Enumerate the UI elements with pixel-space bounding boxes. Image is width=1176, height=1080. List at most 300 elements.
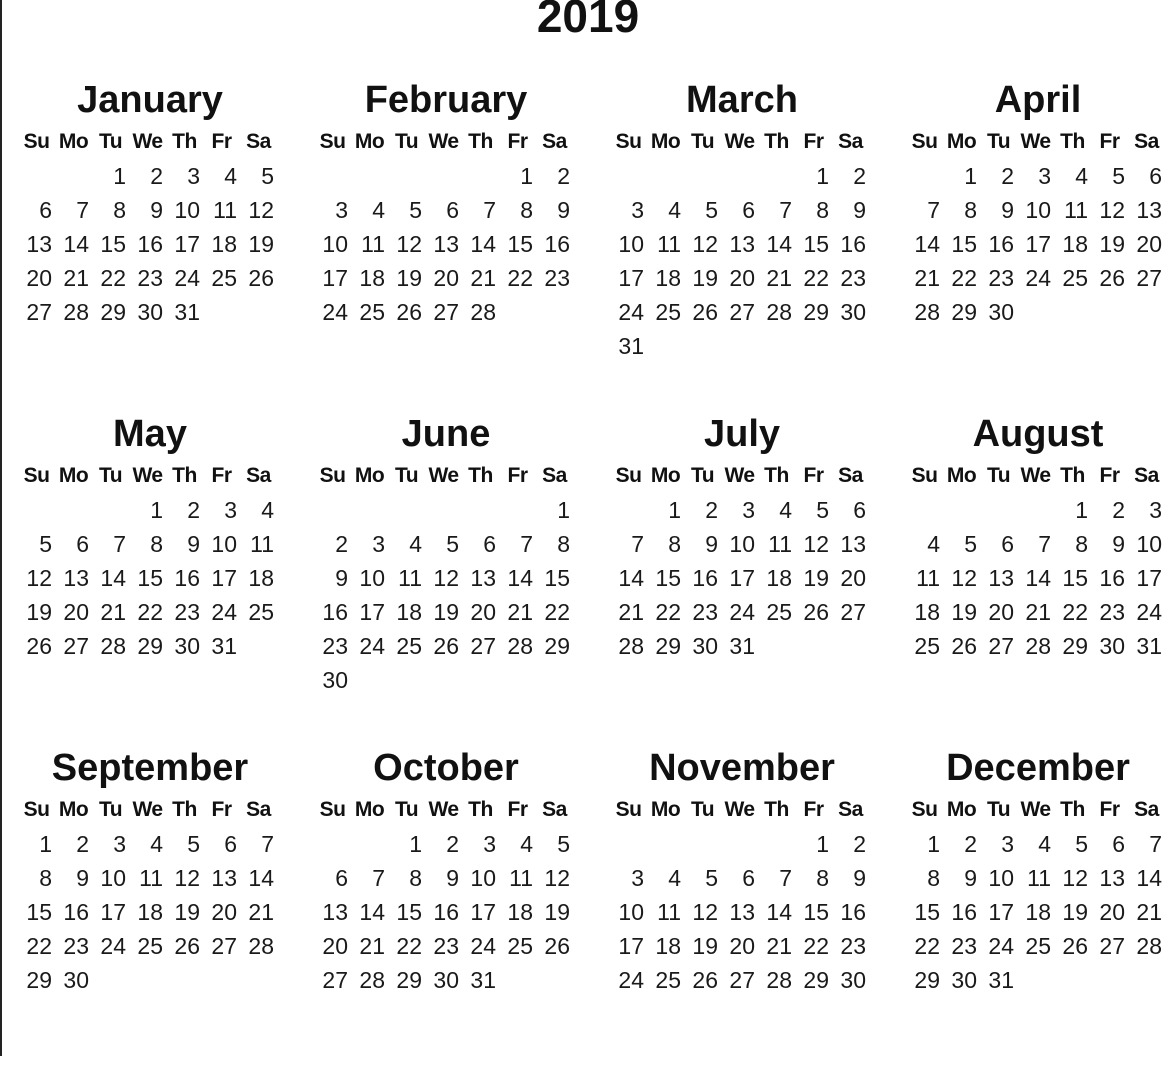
- day-cell: 21: [470, 265, 496, 291]
- day-cell: 6: [76, 531, 89, 557]
- day-cell: 3: [113, 831, 126, 857]
- weekday-header-row: [610, 125, 874, 159]
- day-cell: 8: [927, 865, 940, 891]
- day-cell: 10: [988, 865, 1014, 891]
- day-cell: 11: [657, 231, 681, 257]
- weekday-header: Sa: [1134, 130, 1159, 153]
- day-cell: 24: [1025, 265, 1051, 291]
- day-cell: 3: [335, 197, 348, 223]
- day-cell: 23: [322, 633, 348, 659]
- day-cell: 13: [1136, 197, 1162, 223]
- weekday-header: Tu: [690, 130, 715, 153]
- day-cell: 30: [137, 299, 163, 325]
- weekday-header: Tu: [986, 464, 1011, 487]
- weekday-header: Mo: [58, 798, 89, 821]
- month-name: April: [994, 79, 1082, 121]
- months-grid: [14, 78, 1174, 1080]
- weekday-header: Su: [911, 798, 938, 821]
- day-cell: 21: [766, 933, 792, 959]
- day-grid: [314, 827, 578, 997]
- day-cell: 29: [1062, 633, 1088, 659]
- weekday-header: Mo: [946, 798, 977, 821]
- day-cell: 1: [816, 831, 829, 857]
- weekday-header: Sa: [1134, 798, 1159, 821]
- day-cell: 26: [803, 599, 829, 625]
- day-cell: 29: [137, 633, 163, 659]
- day-cell: 24: [618, 299, 644, 325]
- day-cell: 28: [914, 299, 940, 325]
- day-cell: 2: [853, 831, 866, 857]
- day-cell: 2: [705, 497, 718, 523]
- day-cell: 23: [544, 265, 570, 291]
- empty-day-cell: [462, 493, 499, 527]
- day-cell: 4: [927, 531, 940, 557]
- day-cell: 17: [1136, 565, 1162, 591]
- day-cell: 14: [914, 231, 940, 257]
- day-cell: 28: [766, 299, 792, 325]
- day-cell: 27: [729, 967, 755, 993]
- day-cell: 9: [1112, 531, 1125, 557]
- day-cell: 10: [100, 865, 126, 891]
- day-cell: 11: [1064, 197, 1088, 223]
- empty-day-cell: [721, 159, 758, 193]
- day-cell: 11: [250, 531, 274, 557]
- day-cell: 1: [927, 831, 940, 857]
- day-cell: 15: [137, 565, 163, 591]
- day-cell: 28: [1025, 633, 1051, 659]
- day-cell: 22: [100, 265, 126, 291]
- day-cell: 17: [211, 565, 237, 591]
- empty-day-cell: [684, 827, 721, 861]
- day-cell: 22: [1062, 599, 1088, 625]
- day-cell: 30: [840, 299, 866, 325]
- day-cell: 4: [668, 865, 681, 891]
- weekday-header: Fr: [803, 464, 824, 487]
- day-cell: 24: [618, 967, 644, 993]
- day-cell: 14: [248, 865, 274, 891]
- weekday-header: We: [132, 798, 163, 821]
- day-cell: 5: [187, 831, 200, 857]
- day-cell: 31: [988, 967, 1014, 993]
- day-cell: 28: [63, 299, 89, 325]
- day-cell: 1: [557, 497, 570, 523]
- day-cell: 23: [840, 265, 866, 291]
- day-cell: 6: [742, 865, 755, 891]
- day-cell: 18: [655, 933, 681, 959]
- day-cell: 8: [39, 865, 52, 891]
- day-cell: 7: [779, 197, 792, 223]
- empty-day-cell: [314, 827, 351, 861]
- day-cell: 26: [26, 633, 52, 659]
- day-cell: 19: [951, 599, 977, 625]
- day-cell: 3: [1149, 497, 1162, 523]
- day-cell: 17: [470, 899, 496, 925]
- day-cell: 13: [729, 231, 755, 257]
- day-cell: 20: [1099, 899, 1125, 925]
- day-cell: 27: [1099, 933, 1125, 959]
- day-cell: 2: [853, 163, 866, 189]
- day-cell: 16: [692, 565, 718, 591]
- month-block-april: [902, 78, 1170, 412]
- weekday-header: Su: [911, 130, 938, 153]
- weekday-header: Su: [319, 130, 346, 153]
- day-cell: 22: [544, 599, 570, 625]
- day-cell: 24: [100, 933, 126, 959]
- day-cell: 4: [1075, 163, 1088, 189]
- day-cell: 13: [63, 565, 89, 591]
- day-cell: 30: [1099, 633, 1125, 659]
- day-cell: 18: [1025, 899, 1051, 925]
- day-grid: [906, 493, 1170, 663]
- day-cell: 9: [187, 531, 200, 557]
- day-cell: 20: [1136, 231, 1162, 257]
- day-cell: 7: [1149, 831, 1162, 857]
- weekday-header: We: [724, 464, 755, 487]
- day-cell: 21: [1025, 599, 1051, 625]
- day-cell: 29: [951, 299, 977, 325]
- day-cell: 8: [520, 197, 533, 223]
- day-cell: 6: [742, 197, 755, 223]
- weekday-header: Sa: [838, 464, 863, 487]
- day-cell: 15: [396, 899, 422, 925]
- day-cell: 10: [322, 231, 348, 257]
- empty-day-cell: [906, 493, 943, 527]
- day-cell: 21: [507, 599, 533, 625]
- day-cell: 1: [409, 831, 422, 857]
- month-name: August: [972, 413, 1104, 455]
- day-cell: 22: [914, 933, 940, 959]
- weekday-header: Sa: [542, 464, 567, 487]
- weekday-header: Mo: [946, 130, 977, 153]
- day-cell: 30: [322, 667, 348, 693]
- day-cell: 17: [322, 265, 348, 291]
- day-cell: 26: [692, 299, 718, 325]
- day-cell: 8: [409, 865, 422, 891]
- day-cell: 2: [557, 163, 570, 189]
- day-cell: 12: [692, 231, 718, 257]
- month-block-august: [902, 412, 1170, 746]
- day-cell: 20: [729, 933, 755, 959]
- empty-day-cell: [610, 159, 647, 193]
- weekday-header: We: [1020, 464, 1051, 487]
- month-name: October: [373, 747, 519, 789]
- weekday-header: Su: [23, 130, 50, 153]
- day-cell: 2: [76, 831, 89, 857]
- day-cell: 10: [470, 865, 496, 891]
- empty-day-cell: [980, 493, 1017, 527]
- day-cell: 16: [1099, 565, 1125, 591]
- day-cell: 19: [544, 899, 570, 925]
- day-cell: 3: [372, 531, 385, 557]
- empty-day-cell: [314, 159, 351, 193]
- day-cell: 12: [1062, 865, 1088, 891]
- month-name: January: [77, 79, 223, 121]
- day-cell: 27: [433, 299, 459, 325]
- empty-day-cell: [758, 827, 795, 861]
- day-cell: 23: [174, 599, 200, 625]
- day-cell: 5: [1075, 831, 1088, 857]
- day-cell: 11: [398, 565, 422, 591]
- weekday-header: Tu: [98, 464, 123, 487]
- day-cell: 18: [766, 565, 792, 591]
- day-cell: 5: [705, 865, 718, 891]
- day-cell: 11: [361, 231, 385, 257]
- day-cell: 26: [433, 633, 459, 659]
- day-cell: 18: [655, 265, 681, 291]
- day-cell: 6: [224, 831, 237, 857]
- weekday-header: Fr: [211, 130, 232, 153]
- day-cell: 21: [618, 599, 644, 625]
- day-cell: 21: [1136, 899, 1162, 925]
- day-cell: 16: [544, 231, 570, 257]
- day-cell: 18: [211, 231, 237, 257]
- weekday-header: Mo: [354, 464, 385, 487]
- day-cell: 4: [668, 197, 681, 223]
- month-name: June: [401, 413, 491, 455]
- day-cell: 8: [816, 865, 829, 891]
- day-cell: 18: [137, 899, 163, 925]
- day-cell: 16: [840, 899, 866, 925]
- day-cell: 29: [26, 967, 52, 993]
- weekday-header-row: [18, 459, 282, 493]
- weekday-header: Tu: [98, 130, 123, 153]
- day-cell: 23: [63, 933, 89, 959]
- day-cell: 11: [1027, 865, 1051, 891]
- weekday-header: Fr: [1099, 464, 1120, 487]
- day-cell: 22: [655, 599, 681, 625]
- weekday-header: Mo: [650, 130, 681, 153]
- day-cell: 21: [100, 599, 126, 625]
- day-cell: 19: [174, 899, 200, 925]
- day-cell: 25: [655, 967, 681, 993]
- day-cell: 14: [63, 231, 89, 257]
- weekday-header-row: [906, 793, 1170, 827]
- day-cell: 13: [211, 865, 237, 891]
- year-title: 2019: [536, 0, 640, 42]
- day-cell: 14: [470, 231, 496, 257]
- day-cell: 16: [988, 231, 1014, 257]
- day-cell: 5: [705, 197, 718, 223]
- day-cell: 19: [803, 565, 829, 591]
- day-cell: 7: [927, 197, 940, 223]
- day-cell: 9: [335, 565, 348, 591]
- month-block-november: [606, 746, 874, 1080]
- day-cell: 3: [224, 497, 237, 523]
- day-cell: 12: [248, 197, 274, 223]
- day-cell: 28: [766, 967, 792, 993]
- day-cell: 9: [853, 197, 866, 223]
- empty-day-cell: [55, 493, 92, 527]
- day-cell: 23: [840, 933, 866, 959]
- weekday-header: Sa: [542, 798, 567, 821]
- day-cell: 20: [988, 599, 1014, 625]
- weekday-header: Tu: [394, 798, 419, 821]
- day-cell: 17: [174, 231, 200, 257]
- day-cell: 21: [248, 899, 274, 925]
- month-name: March: [686, 79, 798, 121]
- day-cell: 22: [803, 933, 829, 959]
- month-name: May: [113, 413, 187, 455]
- day-cell: 21: [914, 265, 940, 291]
- weekday-header: We: [724, 130, 755, 153]
- day-cell: 2: [1112, 497, 1125, 523]
- day-cell: 29: [914, 967, 940, 993]
- day-cell: 21: [766, 265, 792, 291]
- day-cell: 11: [139, 865, 163, 891]
- day-grid: [610, 493, 874, 663]
- day-cell: 5: [557, 831, 570, 857]
- day-cell: 27: [840, 599, 866, 625]
- day-cell: 28: [100, 633, 126, 659]
- month-block-december: [902, 746, 1170, 1080]
- day-cell: 3: [483, 831, 496, 857]
- day-cell: 16: [840, 231, 866, 257]
- day-cell: 16: [137, 231, 163, 257]
- weekday-header: We: [1020, 130, 1051, 153]
- day-cell: 29: [803, 299, 829, 325]
- weekday-header: Fr: [1099, 130, 1120, 153]
- day-cell: 28: [359, 967, 385, 993]
- day-cell: 18: [507, 899, 533, 925]
- day-cell: 24: [729, 599, 755, 625]
- day-cell: 17: [988, 899, 1014, 925]
- weekday-header: Mo: [650, 464, 681, 487]
- day-cell: 23: [137, 265, 163, 291]
- weekday-header: Su: [319, 798, 346, 821]
- day-cell: 25: [1062, 265, 1088, 291]
- weekday-header: Fr: [211, 464, 232, 487]
- day-cell: 22: [951, 265, 977, 291]
- day-cell: 17: [100, 899, 126, 925]
- day-cell: 16: [174, 565, 200, 591]
- day-cell: 1: [816, 163, 829, 189]
- day-cell: 31: [211, 633, 237, 659]
- day-cell: 30: [988, 299, 1014, 325]
- day-cell: 12: [26, 565, 52, 591]
- weekday-header: Su: [615, 130, 642, 153]
- day-cell: 19: [433, 599, 459, 625]
- empty-day-cell: [462, 159, 499, 193]
- empty-day-cell: [610, 493, 647, 527]
- empty-day-cell: [647, 827, 684, 861]
- day-cell: 5: [39, 531, 52, 557]
- day-cell: 27: [322, 967, 348, 993]
- day-cell: 26: [1099, 265, 1125, 291]
- day-cell: 12: [803, 531, 829, 557]
- day-cell: 27: [26, 299, 52, 325]
- day-cell: 18: [1062, 231, 1088, 257]
- empty-day-cell: [425, 493, 462, 527]
- day-cell: 18: [396, 599, 422, 625]
- empty-day-cell: [18, 493, 55, 527]
- empty-day-cell: [758, 159, 795, 193]
- day-cell: 4: [372, 197, 385, 223]
- day-cell: 30: [63, 967, 89, 993]
- weekday-header: Su: [23, 798, 50, 821]
- day-cell: 4: [150, 831, 163, 857]
- day-cell: 4: [779, 497, 792, 523]
- day-cell: 16: [322, 599, 348, 625]
- day-cell: 26: [396, 299, 422, 325]
- day-cell: 14: [766, 899, 792, 925]
- day-cell: 8: [816, 197, 829, 223]
- day-cell: 15: [26, 899, 52, 925]
- day-cell: 25: [396, 633, 422, 659]
- day-cell: 4: [409, 531, 422, 557]
- weekday-header: Tu: [986, 798, 1011, 821]
- day-cell: 25: [766, 599, 792, 625]
- day-cell: 8: [1075, 531, 1088, 557]
- day-cell: 12: [174, 865, 200, 891]
- day-cell: 10: [211, 531, 237, 557]
- day-cell: 30: [951, 967, 977, 993]
- weekday-header: Fr: [507, 464, 528, 487]
- day-cell: 22: [26, 933, 52, 959]
- empty-day-cell: [906, 159, 943, 193]
- day-cell: 19: [1099, 231, 1125, 257]
- day-cell: 3: [187, 163, 200, 189]
- weekday-header: Th: [764, 130, 789, 153]
- day-cell: 13: [470, 565, 496, 591]
- day-cell: 15: [803, 899, 829, 925]
- day-cell: 24: [470, 933, 496, 959]
- day-cell: 10: [618, 899, 644, 925]
- weekday-header: We: [1020, 798, 1051, 821]
- day-cell: 29: [100, 299, 126, 325]
- day-cell: 28: [248, 933, 274, 959]
- day-cell: 11: [509, 865, 533, 891]
- day-cell: 24: [988, 933, 1014, 959]
- weekday-header: Sa: [246, 464, 271, 487]
- day-cell: 29: [655, 633, 681, 659]
- weekday-header-row: [906, 125, 1170, 159]
- day-cell: 1: [1075, 497, 1088, 523]
- month-block-september: [14, 746, 282, 1080]
- day-cell: 7: [520, 531, 533, 557]
- weekday-header: Th: [1060, 798, 1085, 821]
- month-name: December: [946, 747, 1130, 789]
- day-cell: 17: [729, 565, 755, 591]
- day-cell: 26: [248, 265, 274, 291]
- day-cell: 7: [113, 531, 126, 557]
- empty-day-cell: [314, 493, 351, 527]
- day-cell: 19: [396, 265, 422, 291]
- day-cell: 31: [470, 967, 496, 993]
- day-cell: 8: [150, 531, 163, 557]
- day-cell: 8: [557, 531, 570, 557]
- day-cell: 6: [1112, 831, 1125, 857]
- weekday-header: Th: [1060, 130, 1085, 153]
- weekday-header: Fr: [507, 798, 528, 821]
- weekday-header-row: [314, 793, 578, 827]
- day-cell: 7: [483, 197, 496, 223]
- weekday-header-row: [18, 793, 282, 827]
- day-cell: 25: [359, 299, 385, 325]
- day-cell: 13: [26, 231, 52, 257]
- day-cell: 14: [359, 899, 385, 925]
- day-cell: 17: [1025, 231, 1051, 257]
- day-cell: 29: [803, 967, 829, 993]
- day-cell: 22: [137, 599, 163, 625]
- month-block-may: [14, 412, 282, 746]
- day-cell: 10: [359, 565, 385, 591]
- day-grid: [610, 159, 874, 363]
- day-cell: 22: [396, 933, 422, 959]
- day-cell: 9: [853, 865, 866, 891]
- day-cell: 1: [150, 497, 163, 523]
- day-cell: 11: [768, 531, 792, 557]
- month-block-october: [310, 746, 578, 1080]
